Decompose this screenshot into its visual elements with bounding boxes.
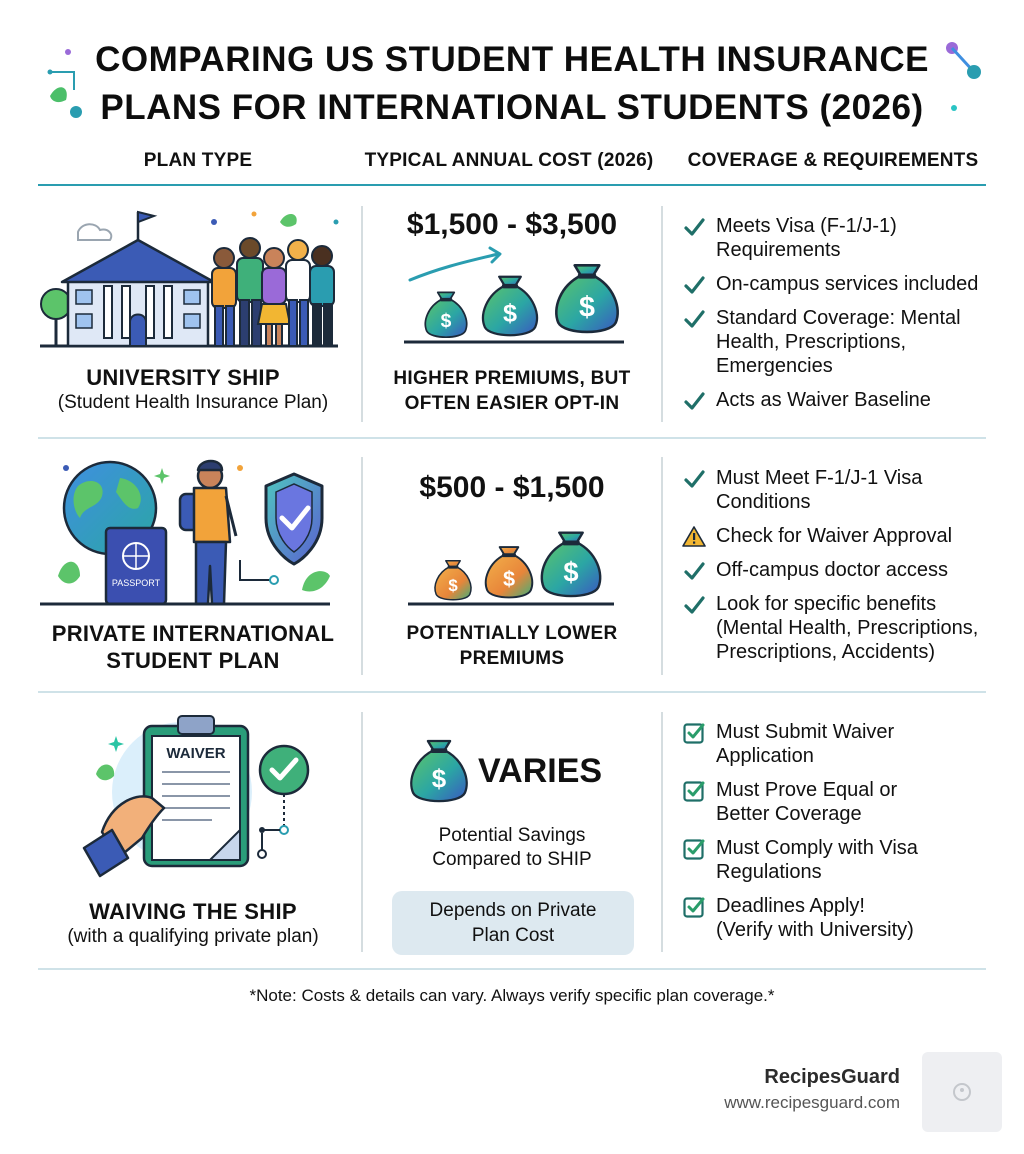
requirement-item: Check for Waiver Approval <box>682 524 1012 548</box>
row-divider <box>38 968 986 970</box>
depends-on-cost-badge: Depends on Private Plan Cost <box>392 891 634 955</box>
requirement-item: Acts as Waiver Baseline <box>682 388 1012 412</box>
brand-name: RecipesGuard <box>764 1066 900 1088</box>
molecule-decoration-icon <box>938 40 988 116</box>
requirement-item: On-campus services included <box>682 272 1012 296</box>
money-bag-icon <box>402 724 476 808</box>
requirement-item: Must Comply with Visa Regulations <box>682 836 1012 884</box>
plan-subtitle-waiving: (with a qualifying private plan) <box>67 926 319 947</box>
column-header-annual-cost: TYPICAL ANNUAL COST (2026) <box>364 150 654 171</box>
plan-name-private-line-2: STUDENT PLAN <box>106 648 280 673</box>
cost-note-ship-line-1: HIGHER PREMIUMS, BUT <box>393 368 631 389</box>
check-icon <box>682 389 706 413</box>
money-bags-illustration <box>408 514 618 606</box>
requirement-item: Must Meet F-1/J-1 Visa Conditions <box>682 466 1012 514</box>
globe-passport-traveler-illustration <box>40 456 340 608</box>
footer-note: *Note: Costs & details can vary. Always verify specific plan coverage.* <box>249 986 775 1005</box>
row-divider <box>38 437 986 439</box>
plan-name-university-ship: UNIVERSITY SHIP <box>86 365 280 390</box>
brand-url[interactable]: www.recipesguard.com <box>724 1093 900 1112</box>
plan-name-waiving-ship: WAIVING THE SHIP <box>89 899 297 924</box>
warning-icon <box>682 525 706 549</box>
requirements-list-private <box>682 466 1012 674</box>
column-divider <box>661 712 663 952</box>
cost-note-waiving-line-2: Compared to SHIP <box>432 849 592 870</box>
cost-varies: VARIES <box>478 752 603 790</box>
check-icon <box>682 593 706 617</box>
brand-logo-icon <box>922 1052 1002 1132</box>
column-header-coverage: COVERAGE & REQUIREMENTS <box>687 150 979 171</box>
university-students-illustration <box>38 200 344 350</box>
cost-range-ship: $1,500 - $3,500 <box>406 208 618 241</box>
row-divider <box>38 691 986 693</box>
check-icon <box>682 273 706 297</box>
requirements-list-waiving <box>682 720 1012 952</box>
cost-note-ship-line-2: OFTEN EASIER OPT-IN <box>404 393 620 414</box>
requirement-item: Off-campus doctor access <box>682 558 1012 582</box>
network-decoration-icon <box>44 46 90 122</box>
column-header-plan-type: PLAN TYPE <box>143 150 253 171</box>
waiver-clipboard-illustration <box>82 708 322 888</box>
requirement-item: Must Submit Waiver Application <box>682 720 1012 768</box>
cost-note-private-line-1: POTENTIALLY LOWER <box>406 623 618 644</box>
clipboard-label: WAIVER <box>166 745 226 762</box>
check-icon <box>682 467 706 491</box>
page-title-line-1: COMPARING US STUDENT HEALTH INSURANCE <box>95 40 929 79</box>
requirement-item: Standard Coverage: Mental Health, Prescriptions, Emergencies <box>682 306 1012 378</box>
checkbox-icon <box>682 895 706 919</box>
plan-name-private-line-1: PRIVATE INTERNATIONAL <box>51 621 335 646</box>
cost-range-private: $500 - $1,500 <box>419 471 605 504</box>
cost-note-waiving-line-1: Potential Savings <box>438 825 586 846</box>
money-bags-growth-illustration <box>404 244 630 344</box>
plan-subtitle-ship: (Student Health Insurance Plan) <box>57 392 329 413</box>
requirement-item: Look for specific benefits (Mental Health, Prescriptions, Prescriptions, Accidents) <box>682 592 1012 664</box>
check-icon <box>682 215 706 239</box>
checkbox-icon <box>682 721 706 745</box>
requirement-item: Must Prove Equal or Better Coverage <box>682 778 1012 826</box>
column-divider <box>361 457 363 675</box>
requirements-list-ship <box>682 214 1012 422</box>
page-title-line-2: PLANS FOR INTERNATIONAL STUDENTS (2026) <box>100 88 924 127</box>
brand-block <box>724 1066 900 1113</box>
passport-label: PASSPORT <box>111 578 161 588</box>
brand-logo <box>922 1052 1002 1132</box>
checkbox-icon <box>682 837 706 861</box>
column-headers <box>38 150 986 186</box>
cost-note-private-line-2: PREMIUMS <box>459 648 565 669</box>
checkbox-icon <box>682 779 706 803</box>
page-title <box>0 36 1024 132</box>
requirement-item: Deadlines Apply! (Verify with University) <box>682 894 1012 942</box>
check-icon <box>682 559 706 583</box>
column-divider <box>361 712 363 952</box>
column-divider <box>661 457 663 675</box>
column-divider <box>661 206 663 422</box>
column-divider <box>361 206 363 422</box>
check-icon <box>682 307 706 331</box>
requirement-item: Meets Visa (F-1/J-1) Requirements <box>682 214 1012 262</box>
